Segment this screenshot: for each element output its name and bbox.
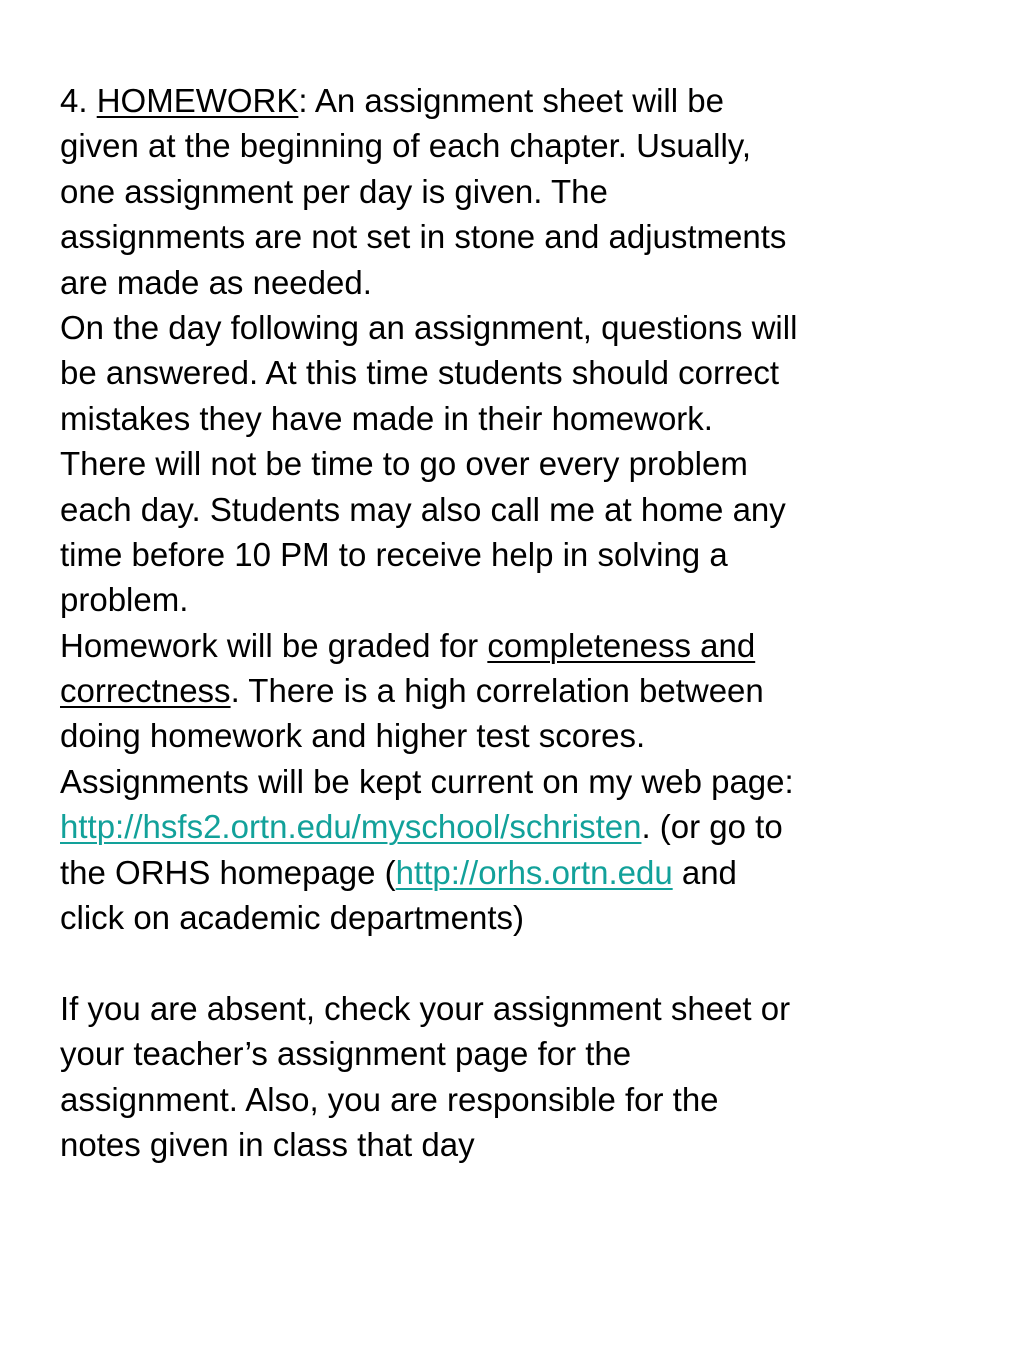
grading-line-1-text: Homework will be graded for xyxy=(60,626,488,664)
webpage-line-3 xyxy=(60,850,960,895)
grading-criteria-underline-2: correctness xyxy=(60,672,231,710)
homework-line-2: given at the beginning of each chapter. Usually, xyxy=(60,127,752,165)
homework-line-4: assignments are not set in stone and adjustments xyxy=(60,218,787,256)
webpage-line-2-text: . (or go to xyxy=(641,808,783,846)
homework-line-1 xyxy=(60,78,960,123)
grading-line-3: doing homework and higher test scores. xyxy=(60,717,646,755)
homework-line-5: are made as needed. xyxy=(60,263,372,301)
absent-line-4: notes given in class that day xyxy=(60,1125,475,1163)
grading-line-2 xyxy=(60,668,960,713)
homework-line-3: one assignment per day is given. The xyxy=(60,172,608,210)
absent-line-3: assignment. Also, you are responsible for the xyxy=(60,1080,719,1118)
questions-line-1: On the day following an assignment, questions will xyxy=(60,308,798,346)
questions-line-2: be answered. At this time students should correct xyxy=(60,354,780,392)
webpage-line-3-end: and xyxy=(672,853,737,891)
questions-line-3: mistakes they have made in their homework. xyxy=(60,399,713,437)
absent-line-2: your teacher’s assignment page for the xyxy=(60,1035,632,1073)
grading-criteria-underline-1: completeness and xyxy=(487,626,756,664)
document-body xyxy=(60,78,960,1167)
paragraph-spacer xyxy=(60,940,960,985)
item-number: 4. xyxy=(60,82,97,119)
webpage-line-4: click on academic departments) xyxy=(60,899,525,937)
orhs-homepage-link[interactable]: http://orhs.ortn.edu xyxy=(395,853,673,891)
teacher-webpage-link[interactable]: http://hsfs2.ortn.edu/myschool/schristen xyxy=(60,808,642,846)
absent-line-1: If you are absent, check your assignment sheet or xyxy=(60,989,791,1027)
homework-heading: HOMEWORK xyxy=(96,82,299,119)
questions-line-5: each day. Students may also call me at home any xyxy=(60,490,786,528)
webpage-line-1: Assignments will be kept current on my web page: xyxy=(60,762,794,800)
webpage-line-2 xyxy=(60,804,960,849)
homework-line-1-text: : An assignment sheet will be xyxy=(298,82,724,119)
grading-line-1 xyxy=(60,623,960,668)
questions-line-6: time before 10 PM to receive help in solving a xyxy=(60,535,728,573)
questions-line-7: problem. xyxy=(60,581,189,619)
grading-line-2-text: . There is a high correlation between xyxy=(230,672,764,710)
questions-line-4: There will not be time to go over every problem xyxy=(60,445,748,483)
webpage-line-3-text: the ORHS homepage ( xyxy=(60,853,396,891)
